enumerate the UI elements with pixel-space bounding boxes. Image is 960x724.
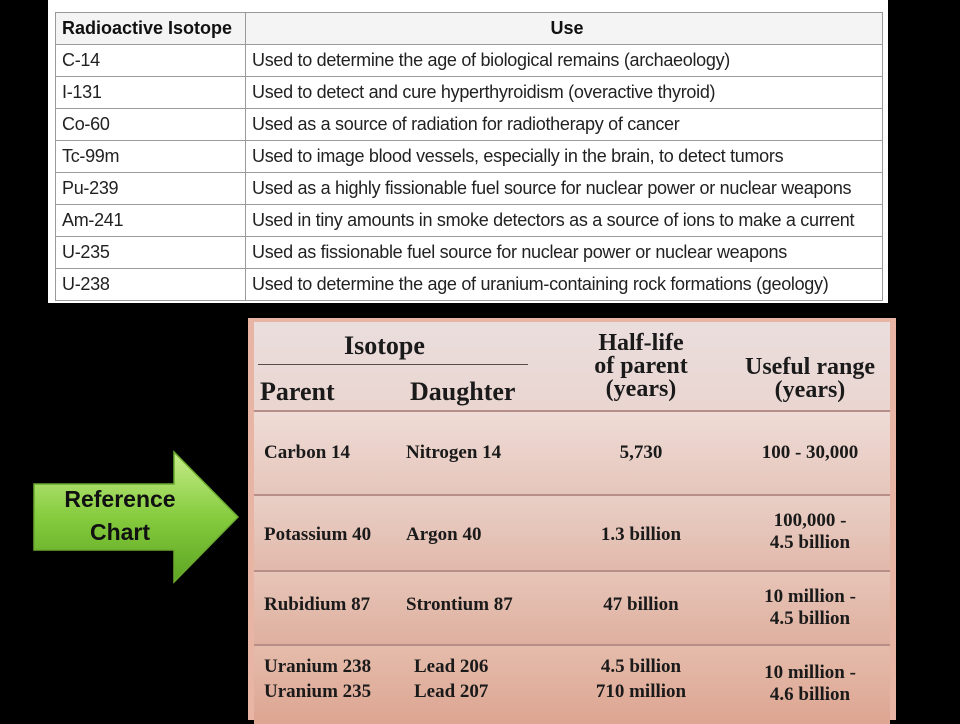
isotope-cell: Tc-99m: [56, 141, 246, 173]
half-life-line: 710 million: [595, 681, 687, 702]
use-cell: Used to determine the age of biological remains (archaeology): [246, 45, 883, 77]
use-cell: Used as a source of radiation for radiotherapy of cancer: [246, 109, 883, 141]
range-line: 4.5 billion: [769, 532, 851, 553]
table-row: [56, 269, 883, 301]
chart-header: [254, 322, 890, 412]
table-row: [56, 109, 883, 141]
header-range-line: (years): [774, 377, 846, 403]
use-cell: Used to image blood vessels, especially in the brain, to detect tumors: [246, 141, 883, 173]
range-line: 100,000 -: [773, 510, 847, 531]
isotope-cell: Co-60: [56, 109, 246, 141]
use-cell: Used to determine the age of uranium-containing rock formations (geology): [246, 269, 883, 301]
isotope-uses-table: [55, 12, 883, 301]
reference-chart-arrow: [30, 450, 242, 584]
parent-cell: Potassium 40: [264, 524, 372, 545]
use-cell: Used as a highly fissionable fuel source for nuclear power or nuclear weapons: [246, 173, 883, 205]
table-row: [56, 237, 883, 269]
use-cell: Used in tiny amounts in smoke detectors as a source of ions to make a current: [246, 205, 883, 237]
header-half-life: [576, 332, 706, 401]
parent-line: Uranium 235: [264, 681, 372, 702]
chart-row: [254, 412, 890, 496]
chart-row: [254, 646, 890, 724]
daughter-cell: [414, 654, 488, 704]
header-use: Use: [246, 13, 883, 45]
range-line: 10 million -: [764, 586, 856, 607]
daughter-line: Lead 206: [414, 656, 489, 677]
chart-row: [254, 572, 890, 646]
header-parent: Parent: [260, 377, 335, 406]
table-row: [56, 205, 883, 237]
header-radioactive-isotope: Radioactive Isotope: [56, 13, 246, 45]
isotope-cell: U-238: [56, 269, 246, 301]
range-line: 4.6 billion: [769, 684, 851, 705]
table-row: [56, 45, 883, 77]
header-daughter: Daughter: [410, 377, 516, 406]
half-life-cell: 47 billion: [603, 594, 679, 615]
header-range-line: Useful range: [745, 354, 875, 380]
isotope-cell: U-235: [56, 237, 246, 269]
parent-cell: Rubidium 87: [264, 594, 371, 615]
header-half-life-line: Half-life: [598, 330, 684, 356]
isotope-cell: C-14: [56, 45, 246, 77]
range-line: 4.5 billion: [769, 608, 851, 629]
isotope-cell: Pu-239: [56, 173, 246, 205]
half-life-cell: [572, 654, 710, 704]
table-row: [56, 173, 883, 205]
table-header-row: [56, 13, 883, 45]
half-life-cell: 5,730: [619, 442, 663, 463]
arrow-label-line2: Chart: [89, 519, 151, 545]
parent-cell: [264, 654, 371, 704]
parent-line: Uranium 238: [264, 656, 372, 677]
isotope-uses-panel: [48, 0, 888, 303]
arrow-label-line1: Reference: [64, 486, 176, 512]
isotope-cell: I-131: [56, 77, 246, 109]
daughter-cell: Strontium 87: [406, 594, 513, 615]
range-cell: 100 - 30,000: [761, 442, 859, 463]
use-cell: Used as fissionable fuel source for nuclear power or nuclear weapons: [246, 237, 883, 269]
range-cell: [726, 662, 894, 706]
isotope-cell: Am-241: [56, 205, 246, 237]
header-half-life-line: (years): [605, 376, 677, 402]
range-cell: [726, 510, 894, 554]
daughter-cell: Nitrogen 14: [406, 442, 502, 463]
use-cell: Used to detect and cure hyperthyroidism (overactive thyroid): [246, 77, 883, 109]
table-row: [56, 141, 883, 173]
half-life-reference-chart: [248, 318, 896, 720]
half-life-cell: 1.3 billion: [600, 524, 682, 545]
header-half-life-line: of parent: [594, 353, 688, 379]
header-divider: [258, 364, 528, 365]
parent-cell: Carbon 14: [264, 442, 351, 463]
daughter-cell: Argon 40: [406, 524, 482, 545]
range-line: 10 million -: [764, 662, 856, 683]
table-row: [56, 77, 883, 109]
chart-row: [254, 496, 890, 572]
arrow-label: [36, 483, 204, 549]
range-cell: [726, 586, 894, 630]
header-isotope: Isotope: [344, 331, 425, 360]
half-life-line: 4.5 billion: [600, 656, 682, 677]
header-useful-range: [726, 356, 894, 402]
daughter-line: Lead 207: [414, 681, 489, 702]
